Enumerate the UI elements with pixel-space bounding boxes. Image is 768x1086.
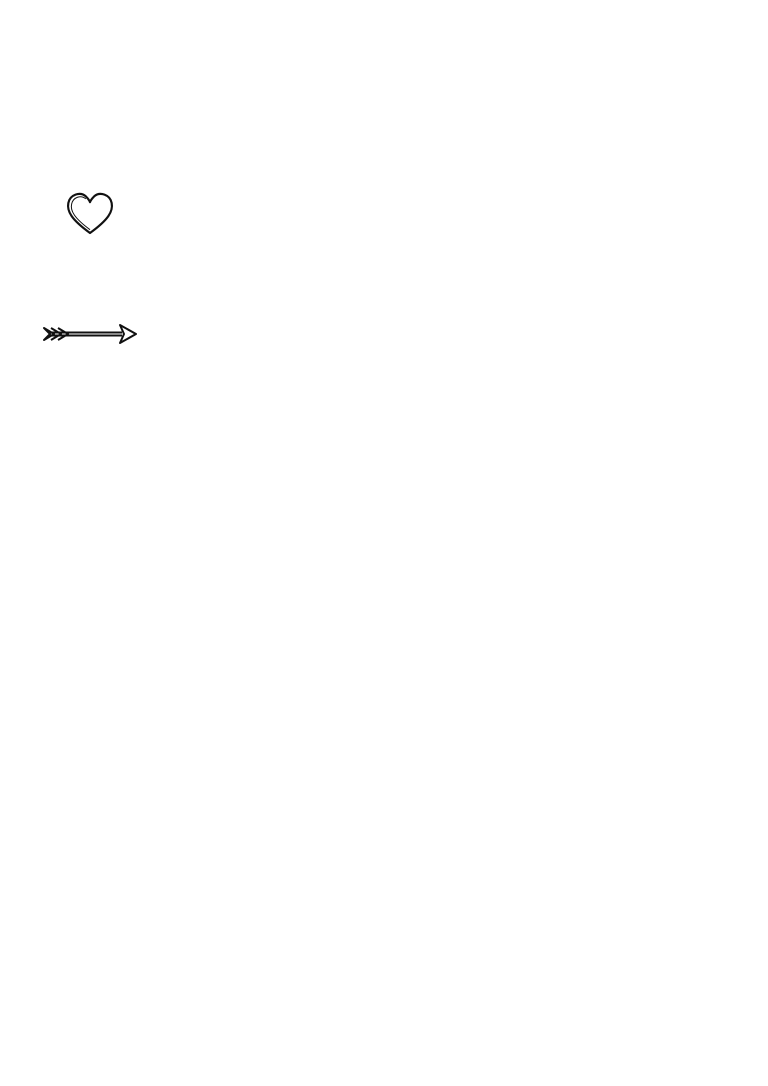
game-board[interactable] xyxy=(439,120,697,358)
heart-icon xyxy=(62,188,118,238)
game-board[interactable] xyxy=(151,687,409,925)
game-board[interactable] xyxy=(439,401,697,639)
game-board[interactable] xyxy=(151,401,409,639)
arrow-icon xyxy=(42,320,138,348)
game-board[interactable] xyxy=(439,687,697,925)
example-board xyxy=(151,120,409,358)
